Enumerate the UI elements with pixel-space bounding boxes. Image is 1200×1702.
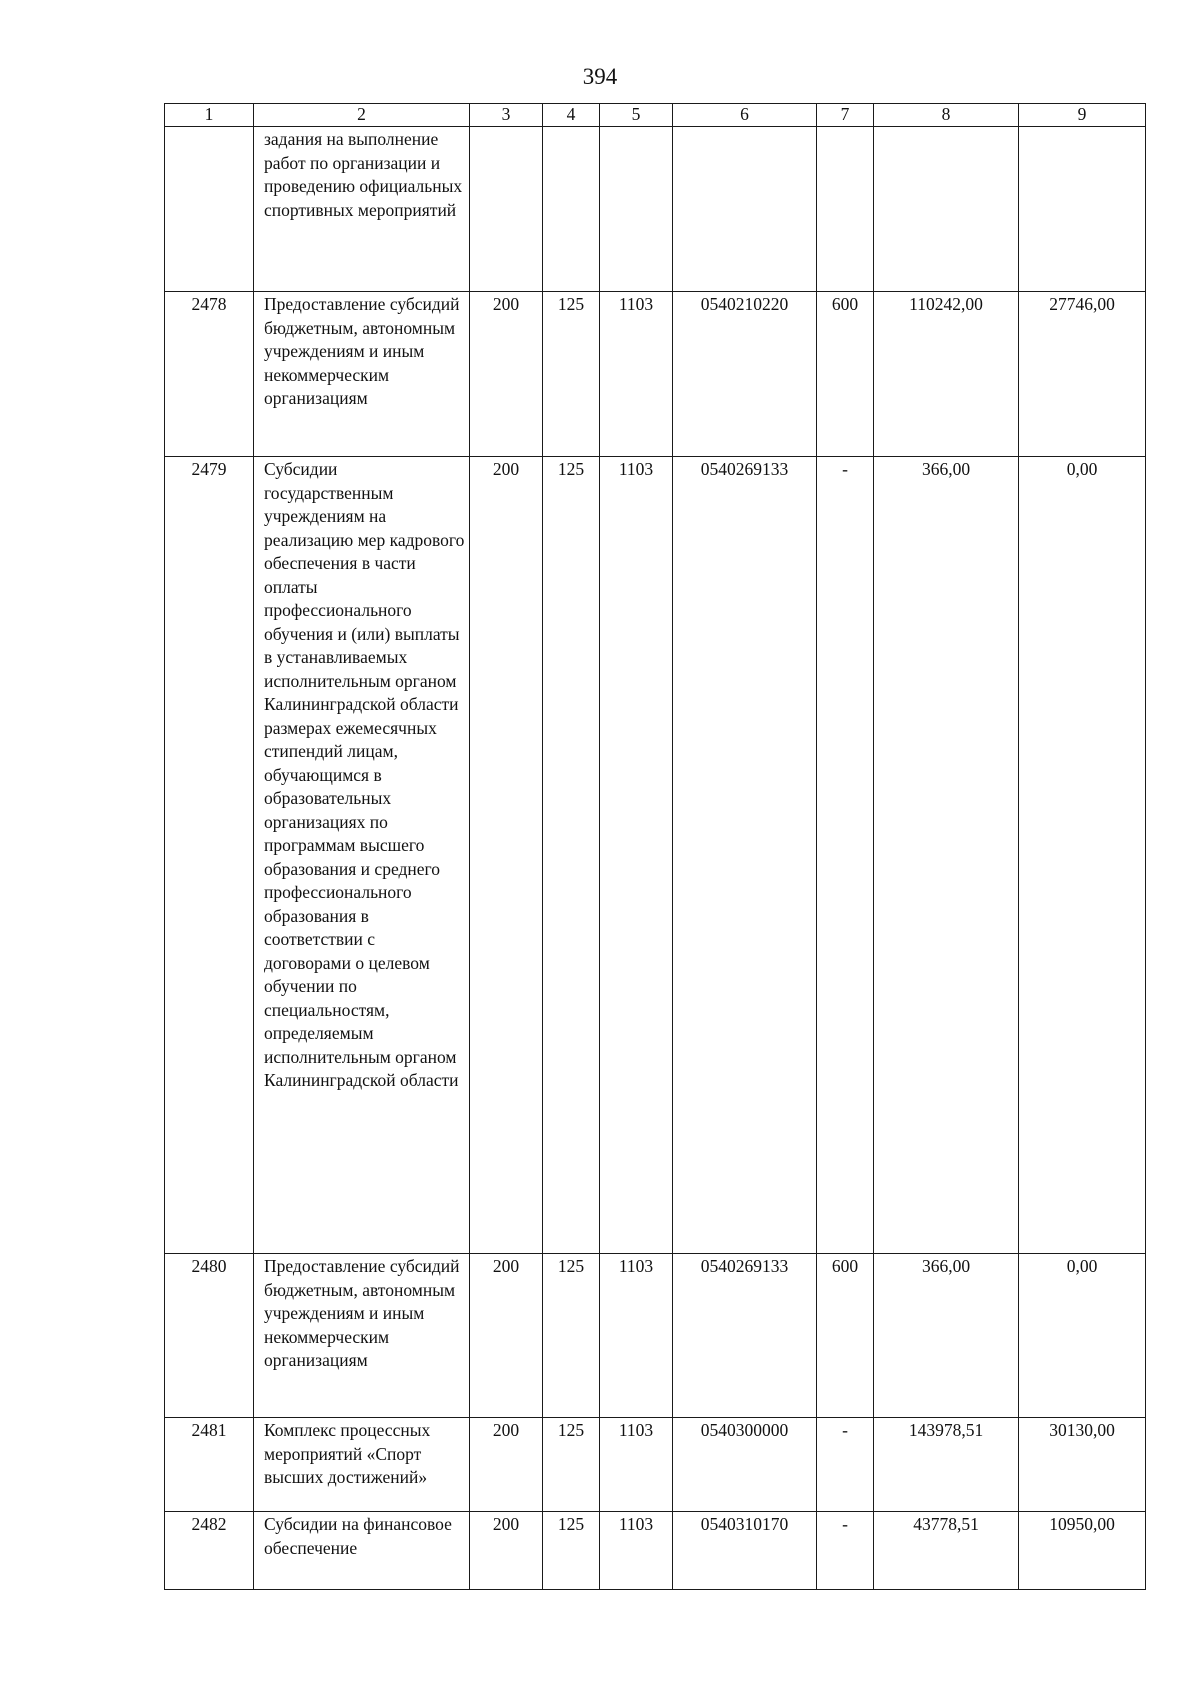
cell-col7: 600 xyxy=(817,1254,874,1418)
cell-col7 xyxy=(817,127,874,292)
cell-col8: 366,00 xyxy=(874,457,1019,1254)
column-header-8: 8 xyxy=(874,104,1019,127)
cell-col9: 10950,00 xyxy=(1019,1512,1146,1590)
cell-col9: 0,00 xyxy=(1019,457,1146,1254)
row-number: 2480 xyxy=(165,1254,254,1418)
cell-col6: 0540269133 xyxy=(673,457,817,1254)
column-header-5: 5 xyxy=(600,104,673,127)
row-number: 2478 xyxy=(165,292,254,457)
budget-table xyxy=(164,103,1146,1590)
cell-col3 xyxy=(470,127,543,292)
cell-col4: 125 xyxy=(543,1418,600,1512)
column-header-1: 1 xyxy=(165,104,254,127)
cell-col6: 0540300000 xyxy=(673,1418,817,1512)
cell-col4: 125 xyxy=(543,1254,600,1418)
table-row xyxy=(165,457,1146,1254)
cell-col7: - xyxy=(817,1418,874,1512)
cell-col7: - xyxy=(817,1512,874,1590)
row-description: Комплекс процессных мероприятий «Спорт высших достижений» xyxy=(254,1418,470,1512)
cell-col8: 143978,51 xyxy=(874,1418,1019,1512)
cell-col3: 200 xyxy=(470,1512,543,1590)
cell-col8: 43778,51 xyxy=(874,1512,1019,1590)
cell-col3: 200 xyxy=(470,1418,543,1512)
column-number-row xyxy=(165,104,1146,127)
column-header-4: 4 xyxy=(543,104,600,127)
row-number: 2479 xyxy=(165,457,254,1254)
cell-col8 xyxy=(874,127,1019,292)
table-row xyxy=(165,292,1146,457)
row-number xyxy=(165,127,254,292)
table-row xyxy=(165,1254,1146,1418)
cell-col5: 1103 xyxy=(600,1254,673,1418)
column-header-3: 3 xyxy=(470,104,543,127)
column-header-7: 7 xyxy=(817,104,874,127)
page-number: 394 xyxy=(582,64,618,89)
row-number: 2481 xyxy=(165,1418,254,1512)
row-description: Субсидии государственным учреждениям на реализацию мер кадрового обеспечения в части оплаты профессионального обучения и (или) выплаты в устанавливаемых исполнительным органом Калининградской области размерах ежемесячных стипендий лицам, обучающимся в образовательных организациях по программам высшего образования и среднего профессионального образования в соответствии с договорами о целевом обучении по специальностям, определяемым исполнительным органом Калининградской области xyxy=(254,457,470,1254)
table-row xyxy=(165,127,1146,292)
cell-col4: 125 xyxy=(543,1512,600,1590)
cell-col9: 0,00 xyxy=(1019,1254,1146,1418)
cell-col6 xyxy=(673,127,817,292)
cell-col4 xyxy=(543,127,600,292)
row-description: Предоставление субсидий бюджетным, автономным учреждениям и иным некоммерческим организациям xyxy=(254,292,470,457)
column-header-9: 9 xyxy=(1019,104,1146,127)
row-description: Субсидии на финансовое обеспечение xyxy=(254,1512,470,1590)
table-row xyxy=(165,1418,1146,1512)
column-header-2: 2 xyxy=(254,104,470,127)
row-number: 2482 xyxy=(165,1512,254,1590)
cell-col5 xyxy=(600,127,673,292)
row-description: задания на выполнение работ по организации и проведению официальных спортивных мероприятий xyxy=(254,127,470,292)
row-description: Предоставление субсидий бюджетным, автономным учреждениям и иным некоммерческим организациям xyxy=(254,1254,470,1418)
cell-col6: 0540310170 xyxy=(673,1512,817,1590)
cell-col6: 0540269133 xyxy=(673,1254,817,1418)
cell-col5: 1103 xyxy=(600,1512,673,1590)
column-header-6: 6 xyxy=(673,104,817,127)
table-row xyxy=(165,1512,1146,1590)
cell-col9: 30130,00 xyxy=(1019,1418,1146,1512)
cell-col8: 110242,00 xyxy=(874,292,1019,457)
cell-col5: 1103 xyxy=(600,457,673,1254)
cell-col9 xyxy=(1019,127,1146,292)
cell-col6: 0540210220 xyxy=(673,292,817,457)
cell-col5: 1103 xyxy=(600,292,673,457)
cell-col4: 125 xyxy=(543,292,600,457)
cell-col3: 200 xyxy=(470,292,543,457)
cell-col8: 366,00 xyxy=(874,1254,1019,1418)
cell-col5: 1103 xyxy=(600,1418,673,1512)
cell-col7: - xyxy=(817,457,874,1254)
cell-col9: 27746,00 xyxy=(1019,292,1146,457)
cell-col7: 600 xyxy=(817,292,874,457)
cell-col3: 200 xyxy=(470,457,543,1254)
cell-col4: 125 xyxy=(543,457,600,1254)
cell-col3: 200 xyxy=(470,1254,543,1418)
